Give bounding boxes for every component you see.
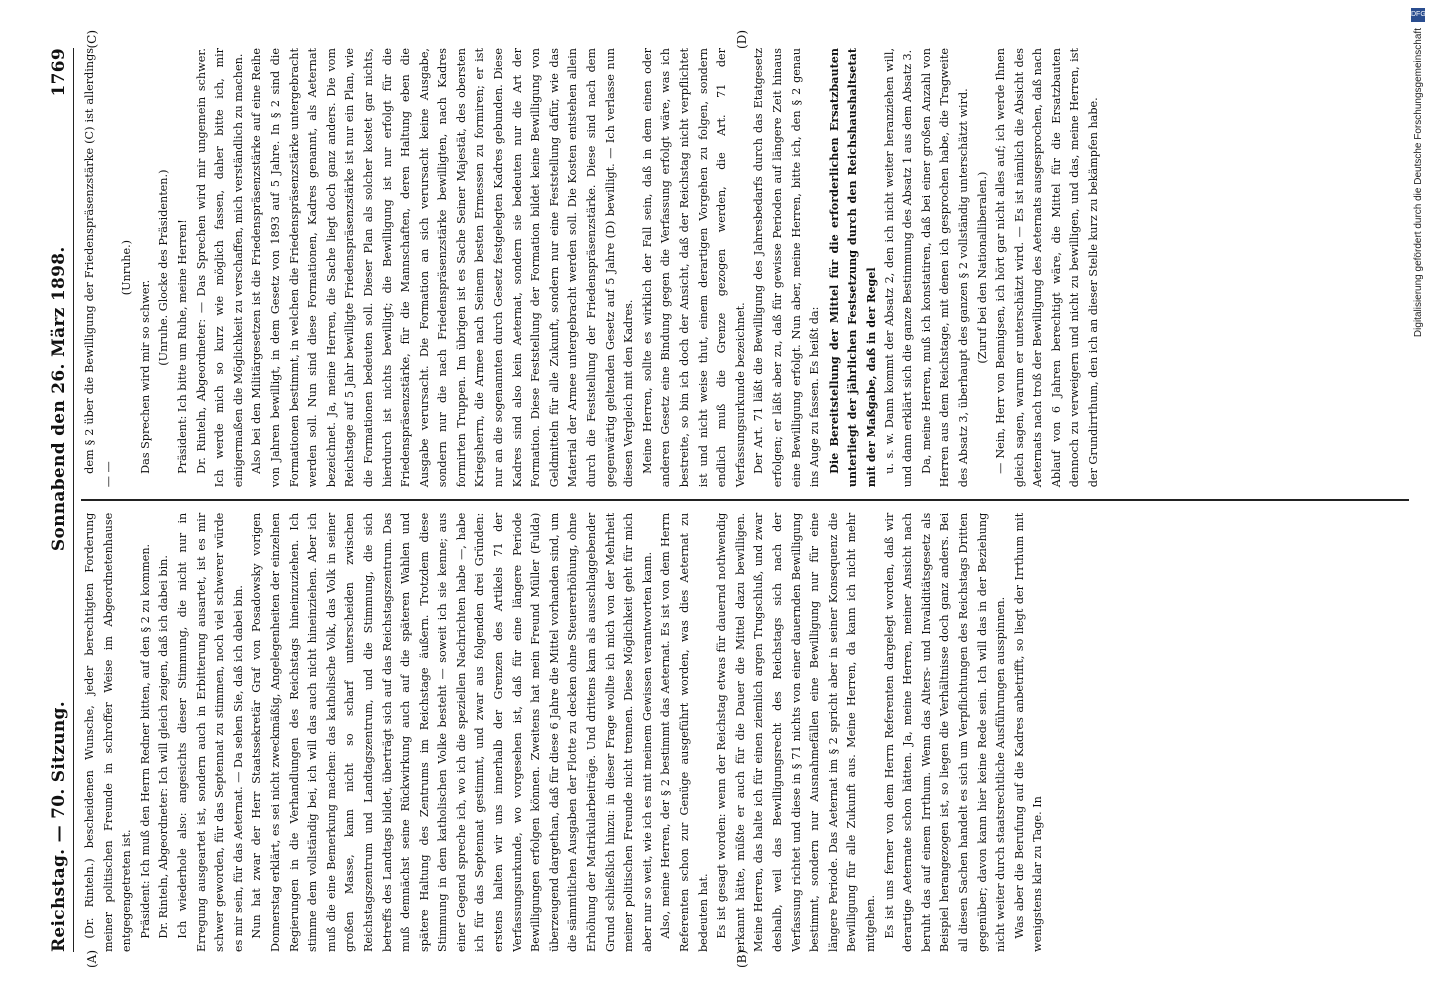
header-date: Sonnabend den 26. März 1898. [49, 246, 69, 552]
paragraph: u. s. w. Dann kommt der Absatz 2, den ich nicht weiter heranziehen will, und dann erklärt sich die ganze Bestimmung des Absatz 1 aus dem Absatz 3. [882, 48, 915, 488]
paragraph: Das Sprechen wird mir so schwer. [138, 279, 152, 474]
paragraph: Also, meine Herren, der § 2 bestimmt das Aeternat. Es ist von dem Herrn Referenten schon zur Genüge ausgeführt worden, was dies Aeternat zu bedeuten hat. [659, 512, 710, 952]
paragraph: dem § 2 über die Bewilligung der Friedenspräsenzstärke (C) ist allerdings — — [83, 48, 115, 488]
stage-direction: (Unruhe. Glocke des Präsidenten.) [157, 169, 171, 366]
paragraph: Präsident: Ich bitte um Ruhe, meine Herren! [175, 219, 189, 474]
right-column [81, 48, 1409, 499]
paragraph: Also bei den Militärgesetzen ist die Friedenspräsenzstärke auf eine Reihe von Jahren bewilligt, in dem Gesetz von 1893 auf 5 Jahre. In § 2 sind die Formationen bestimmt, in welchen die Friedenspräsenzstärke untergebracht werden soll. Nun sind diese Formationen, Kadres genannt, als Aeternat bezeichnet. Ja, meine Herren, die Sache liegt doch ganz anders. Die vom Reichstage auf 5 Jahr bewilligte Friedenspräsenzstärke ist nur ein Plan, wie die Formationen bedeuten soll. Dieser Plan als solcher kostet gar nichts, hierdurch ist nichts bewilligt; die Bewilligung ist nur erfolgt für die Friedenspräsenzstärke, für die Mannschaften, deren Haltung eben die Ausgabe verursacht. Die Formation an sich verursacht keine Ausgabe, sondern nur die nach Friedenspräsenzstärke bewilligten, nach Kadres formirten Truppen. Im übrigen ist es Sache Seiner Majestät, des obersten Kriegsherrn, die Armee nach Seinem besten Ermessen zu formiren; er ist nur an die sogenannten durch Gesetz festgelegten Kadres gebunden. Diese Kadres sind also kein Aeternat, sondern sie bedeuten nur die Art der Formation. Diese Feststellung der Formation bildet keine Bewilligung von Geldmitteln für alle Zukunft, sondern nur eine Feststellung dafür, wie das Material der Armee untergebracht werden soll. Die Kosten entstehen allein durch die Feststellung der Friedenspräsenzstärke. Diese sind nach dem gegenwärtig geltenden Gesetz auf 5 Jahre (D) bewilligt. — Ich verlasse nun diesen Vergleich mit den Kadres. [250, 48, 636, 488]
paragraph: Was aber die Berufung auf die Kadres anbetrifft, so liegt der Irrthum mit wenigstens klar zu Tage. In [1012, 512, 1045, 952]
paragraph: — Nein, Herr von Bennigsen, ich hört gar nicht alles auf; ich werde Ihnen gleich sagen, warum er unterschätzt wird. — Es ist nämlich die Absicht des Aeternats nach troß der Bewilligung des Aeternats ausgesprochen, daß nach Ablauf von 6 Jahren berechtigt wäre, die Mittel für die Ersatzbauten dennoch zu verweigern und nicht zu bewilligen, und das, meine Herren, ist der Grundirrthum, den ich an dieser Stelle kurz zu bekämpfen habe. [994, 48, 1101, 488]
margin-marker-d: (D) [735, 30, 749, 49]
document-page [15, 30, 1419, 970]
paragraph: Dr. Rinteln, Abgeordneter: — Das Sprechen wird mir ungemein schwer. Ich werde mich so kurz wie möglich fassen, daher bitte ich, mir einigermaßen die Möglichkeit zu verschaffen, mich verständlich zu machen. [194, 48, 245, 488]
margin-marker-b: (B) [735, 949, 749, 968]
paragraph: (Dr. Rinteln.) bescheidenen Wunsche, jeder berechtigten Forderung meiner politischen Freunde in schroffer Weise im Abgeordnetenhause entgegengetreten ist. [83, 512, 134, 952]
column-divider [81, 499, 1409, 501]
paragraph: Meine Herren, sollte es wirklich der Fall sein, daß in dem einen oder anderen Gesetz eine Bindung gegen die Verfassung erfolgt wäre, was ich bestreite, so bin ich doch der Ansicht, daß der Reichstag nicht verpflichtet ist und nicht weise thut, einem derartigen Vorgehen zu folgen, sondern endlich muß die Grenze gezogen werden, die Art. 71 der Verfassungsurkunde bezeichnet. [640, 48, 747, 488]
dfg-logo-icon: DFG [1411, 8, 1425, 22]
margin-marker-a: (A) [85, 949, 99, 968]
paragraph: Ich wiederhole also: angesichts dieser Stimmung, die nicht nur in Erregung ausgeartet ist, sondern auch in Erbitterung ausartet, ist es mir schwer geworden, für das Septennat zu stimmen, noch viel schwerer würde es mir sein, für das Aeternat. — Da sehen Sie, daß ich dabei bin. [175, 512, 245, 952]
text-columns [81, 48, 1409, 952]
paragraph: Es ist uns ferner von dem Herrn Referenten dargelegt worden, daß wir derartige Aeternate schon hätten. Ja, meine Herren, meiner Ansicht nach beruht das auf einem Irrthum. Wenn das Alters- und Invaliditätsgesetz als Beispiel herangezogen ist, so liegen die Verhältnisse doch ganz anders. Bei all diesen Sachen handelt es sich um Verpflichtungen des Reichstags Dritten gegenüber; davon kann hier keine Rede sein. Ich will das in der Beziehung nicht weiter durch staatsrechtliche Ausführungen ausspinnen. [882, 512, 1008, 952]
stage-direction: (Zuruf bei den Nationalliberalen.) [975, 171, 989, 364]
digitization-text: Digitalisierung gefördert durch die Deutsche Forschungsgemeinschaft [1412, 28, 1424, 338]
quoted-law-text: Die Bereitstellung der Mittel für die erforderlichen Ersatzbauten unterliegt der jährlichen Festsetzung durch den Reichshaushaltsetat mit der Maßgabe, daß in der Regel [826, 48, 878, 488]
left-column [81, 501, 1409, 952]
paragraph: Es ist gesagt worden: wenn der Reichstag etwas für dauernd nothwendig erkannt hätte, müßte er auch für die Dauer die Mittel dazu bewilligen. Meine Herren, das halte ich für einen ziemlich argen Trugschluß, und zwar deshalb, weil das Bewilligungsrecht des Reichstags sich nach der Verfassung richtet und diese in § 71 nichts von einer dauernden Bewilligung bestimmt, sondern nur Ausnahmefällen eine Bewilligung nur für eine längere Periode. Das Aeternat im § 2 spricht aber in seiner Konsequenz die Bewilligung für alle Zukunft aus. Meine Herren, da kann ich nicht mehr mitgehen. [715, 512, 877, 952]
paragraph: Präsident: Ich muß den Herrn Redner bitten, auf den § 2 zu kommen. [138, 543, 152, 939]
margin-marker-c: (C) [85, 30, 99, 49]
paragraph: Der Art. 71 läßt die Bewilligung des Jahresbedarfs durch das Etatgesetz erfolgen; er läßt aber zu, daß für gewisse Perioden auf längere Zeit hinaus eine Bewilligung erfolgt. Nun aber, meine Herren, bitte ich, den § 2 genau ins Auge zu fassen. Es heißt da: [752, 48, 822, 488]
page-header [29, 48, 74, 952]
page-number: 1769 [49, 48, 69, 97]
paragraph: Nun hat zwar der Herr Staatssekretär Graf von Posadowsky vorigen Donnerstag erklärt, es sei nicht zweckmäßig, Angelegenheiten der einzelnen Regierungen in die Verhandlungen des Reichstags hineinzuziehen. Ich stimme dem vollständig bei, ich will das auch nicht hineinziehen. Aber ich muß die eine Bemerkung machen: das katholische Volk, das Volk in seiner großen Masse, kann nicht so scharf unterscheiden zwischen Reichstagszentrum und Landtagszentrum, und die Stimmung, die sich betreffs des Landtags bildet, überträgt sich auf das Reichstagszentrum. Das muß demnächst seine Rückwirkung auch auf die späteren Wahlen und spätere Haltung des Zentrums im Reichstage äußern. Trotzdem diese Stimmung in dem katholischen Volke besteht — soweit ich sie kenne; aus einer Gegend spreche ich, wo ich die speziellen Nachrichten habe —, habe ich für das Septennat gestimmt, und zwar aus folgenden drei Gründen: erstens halten wir uns innerhalb der Grenzen des Artikels 71 der Verfassungsurkunde, wo vorgesehen ist, daß für eine längere Periode Bewilligungen erfolgen können. Zweitens hat mein Freund Müller (Fulda) überzeugend dargethan, daß für diese 6 Jahre die Mittel vorhanden sind, um die sämmtlichen Ausgaben der Flotte zu decken ohne Steuererhöhung, ohne Erhöhung der Matrikularbeiträge. Und drittens kam als ausschlaggebender Grund schließlich hinzu: in dieser Frage wollte ich mich von der Mehrheit meiner politischen Freunde nicht trennen. Diese Möglichkeit geht für mich aber nur so weit, wie ich es mit meinem Gewissen verantworten kann. [250, 512, 654, 952]
stage-direction: (Unruhe.) [120, 239, 134, 296]
paragraph: Da, meine Herren, muß ich konstatiren, daß bei einer großen Anzahl von Herren aus dem Reichstage, mit denen ich gesprochen habe, die Tragweite des Absatz 3, überhaupt des ganzen § 2 vollständig unterschätzt wird. [919, 48, 970, 488]
paragraph: Dr. Rinteln, Abgeordneter: Ich will gleich zeigen, daß ich dabei bin. [157, 555, 171, 939]
header-left: Reichstag. — 70. Sitzung. [49, 701, 69, 952]
digitization-note [1408, 8, 1428, 992]
